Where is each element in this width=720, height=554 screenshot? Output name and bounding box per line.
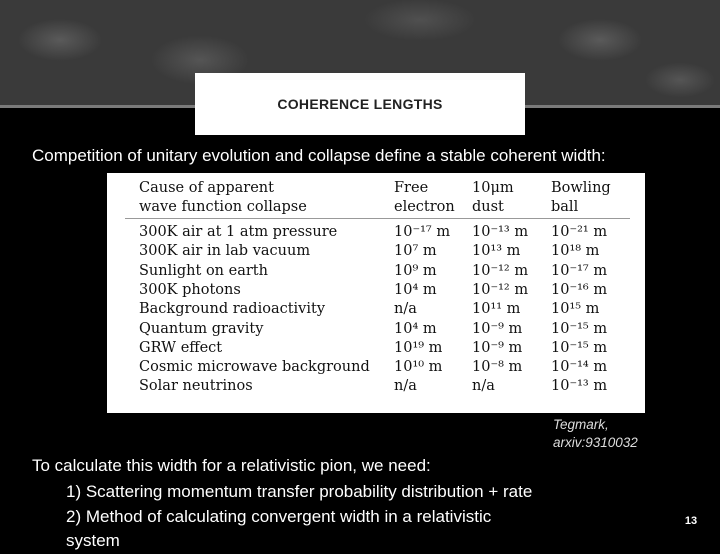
row-value: 10¹³ m bbox=[472, 243, 521, 260]
title-box bbox=[195, 73, 525, 135]
row-value: 10⁷ m bbox=[394, 243, 437, 260]
header-line: Free bbox=[394, 180, 429, 196]
row-cause: GRW effect bbox=[139, 339, 223, 356]
row-value: 10⁻¹⁵ m bbox=[551, 339, 608, 356]
row-value: 10⁹ m bbox=[394, 262, 437, 279]
header-line: wave function collapse bbox=[139, 199, 307, 215]
table-row bbox=[107, 242, 645, 261]
requirements-list bbox=[66, 480, 532, 554]
row-value: 10⁻¹⁵ m bbox=[551, 320, 608, 337]
header-line: dust bbox=[472, 199, 504, 215]
row-value: n/a bbox=[394, 301, 417, 318]
table-header-dust bbox=[472, 179, 514, 217]
row-value: 10¹¹ m bbox=[472, 301, 521, 318]
row-value: 10⁻¹⁷ m bbox=[394, 224, 451, 240]
citation bbox=[553, 416, 638, 452]
row-value: 10⁻¹² m bbox=[472, 262, 529, 279]
row-value: 10⁻⁸ m bbox=[472, 359, 523, 376]
row-value: 10⁻⁹ m bbox=[472, 320, 523, 337]
table-row bbox=[107, 358, 645, 377]
row-cause: Sunlight on earth bbox=[139, 262, 268, 279]
list-item: 1) Scattering momentum transfer probability distribution + rate bbox=[66, 482, 533, 501]
row-value: 10⁻¹⁴ m bbox=[551, 359, 608, 376]
row-value: 10¹⁵ m bbox=[551, 301, 600, 318]
table-row bbox=[107, 377, 645, 396]
row-cause: Cosmic microwave background bbox=[139, 359, 370, 376]
row-cause: 300K air in lab vacuum bbox=[139, 243, 311, 260]
slide-title: COHERENCE LENGTHS bbox=[277, 96, 443, 112]
row-value: 10⁻¹² m bbox=[472, 281, 529, 298]
row-cause: Quantum gravity bbox=[139, 320, 264, 337]
header-line: Cause of apparent bbox=[139, 180, 274, 196]
row-value: n/a bbox=[394, 378, 417, 395]
header-line: 10μm bbox=[472, 180, 514, 196]
row-value: 10⁻²¹ m bbox=[551, 224, 608, 240]
table-row bbox=[107, 223, 645, 242]
row-value: 10⁻¹⁶ m bbox=[551, 281, 608, 298]
row-value: 10⁻¹³ m bbox=[472, 224, 529, 240]
table-row bbox=[107, 281, 645, 300]
table-header-electron bbox=[394, 179, 455, 217]
list-item: system bbox=[66, 531, 120, 550]
row-cause: 300K air at 1 atm pressure bbox=[139, 224, 338, 240]
header-line: electron bbox=[394, 199, 455, 215]
header-line: ball bbox=[551, 199, 579, 215]
row-value: 10¹⁹ m bbox=[394, 339, 443, 356]
table-header-ball bbox=[551, 179, 611, 217]
row-value: 10⁻¹³ m bbox=[551, 378, 608, 395]
row-value: 10⁴ m bbox=[394, 281, 437, 298]
collapse-table bbox=[107, 173, 645, 413]
row-cause: Background radioactivity bbox=[139, 301, 326, 318]
table-row bbox=[107, 300, 645, 319]
slide-subtitle: Competition of unitary evolution and collapse define a stable coherent width: bbox=[32, 146, 606, 165]
row-cause: Solar neutrinos bbox=[139, 378, 253, 395]
table-row bbox=[107, 339, 645, 358]
citation-author: Tegmark, bbox=[553, 417, 609, 432]
table-rule bbox=[125, 218, 630, 219]
citation-ref: arxiv:9310032 bbox=[553, 435, 638, 450]
row-value: n/a bbox=[472, 378, 495, 395]
body-text: To calculate this width for a relativistic pion, we need: bbox=[32, 456, 431, 475]
table-row bbox=[107, 320, 645, 339]
list-item: 2) Method of calculating convergent width in a relativistic bbox=[66, 506, 492, 526]
page-number: 13 bbox=[684, 515, 698, 527]
table-row bbox=[107, 262, 645, 281]
table-header-cause bbox=[139, 179, 307, 217]
row-cause: 300K photons bbox=[139, 281, 241, 298]
row-value: 10¹⁰ m bbox=[394, 359, 443, 376]
row-value: 10⁻¹⁷ m bbox=[551, 262, 608, 279]
row-value: 10¹⁸ m bbox=[551, 243, 600, 260]
header-line: Bowling bbox=[551, 180, 611, 196]
row-value: 10⁻⁹ m bbox=[472, 339, 523, 356]
row-value: 10⁴ m bbox=[394, 320, 437, 337]
